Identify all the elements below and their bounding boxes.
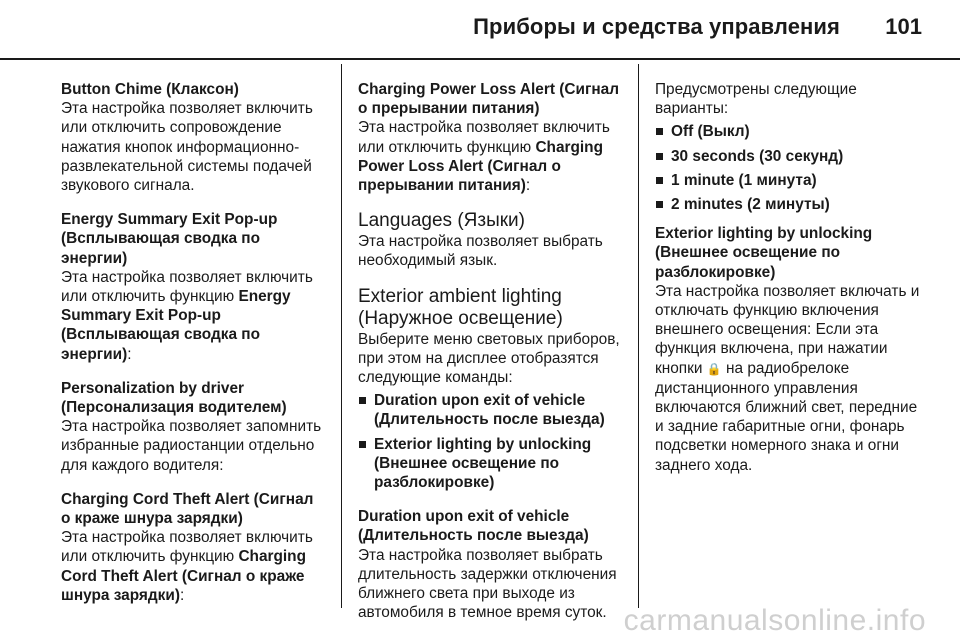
- section-energy-summary: [61, 210, 327, 364]
- section-charging-power-loss: [358, 80, 624, 195]
- body-text: Эта настройка позволяет включать и отключать функцию включения внешнего освещения: Если эта функция включена, при нажатии кнопки: [655, 282, 920, 377]
- section-body: [358, 118, 624, 195]
- list-item: Duration upon exit of vehicle (Длительность после выезда): [358, 391, 624, 429]
- list-item: 30 seconds (30 секунд): [655, 147, 921, 166]
- section-heading-large: Languages (Языки): [358, 210, 525, 232]
- section-personalization: [61, 379, 327, 475]
- section-body: [655, 282, 921, 475]
- section-body: [61, 268, 327, 364]
- body-text: на радиобрелоке дистанционного управления включаются ближний свет, передние и задние габаритные огни, фонарь подсветки номерного знака и огни заднего хода.: [655, 359, 918, 474]
- section-title: Personalization by driver (Персонализация водителем): [61, 379, 287, 417]
- column-divider-2: [638, 64, 639, 608]
- section-body: Эта настройка позволяет включить или отключить сопровождение нажатия кнопок информационно-развлекательной системы подачей звукового сигнала.: [61, 100, 313, 195]
- column-divider-1: [341, 64, 342, 608]
- header-rule: [0, 58, 960, 60]
- section-title: Charging Power Loss Alert (Сигнал о прерывании питания): [358, 81, 619, 118]
- column-1: [61, 80, 327, 620]
- section-title: Button Chime (Клаксон): [61, 81, 239, 98]
- body-bold-text: Charging Cord Theft Alert (Сигнал о краже шнура зарядки): [61, 548, 306, 604]
- page-title: Приборы и средства управления: [473, 14, 840, 39]
- body-text: :: [525, 177, 531, 195]
- lock-icon: 🔒: [706, 361, 722, 376]
- body-text: Эта настройка позволяет включить или отключить функцию: [358, 119, 610, 156]
- options-intro: Предусмотрены следующие варианты:: [655, 81, 857, 118]
- section-title: Duration upon exit of vehicle (Длительность после выезда): [358, 508, 589, 545]
- section-body: Эта настройка позволяет выбрать необходимый язык.: [358, 233, 603, 270]
- list-item: 1 minute (1 минута): [655, 171, 921, 190]
- list-item: Off (Выкл): [655, 122, 921, 141]
- list-item: Exterior lighting by unlocking (Внешнее освещение по разблокировке): [358, 435, 624, 493]
- body-text: Эта настройка позволяет включить или отключить функцию: [61, 268, 313, 306]
- page-header: [0, 0, 960, 60]
- section-title: Exterior lighting by unlocking (Внешнее освещение по разблокировке): [655, 225, 873, 281]
- section-button-chime: [61, 80, 327, 195]
- body-text: :: [179, 586, 185, 604]
- column-2: [358, 80, 624, 637]
- body-bold-text: Energy Summary Exit Pop-up (Всплывающая сводка по энергии): [61, 288, 291, 363]
- body-bold-text: Charging Power Loss Alert (Сигнал о прерывании питания): [358, 138, 603, 195]
- section-body: Эта настройка позволяет запомнить избранные радиостанции отдельно для каждого водителя:: [61, 418, 322, 474]
- section-body: [61, 528, 327, 605]
- option-list: [358, 391, 624, 492]
- section-duration-upon-exit: [358, 507, 624, 622]
- body-text: :: [127, 345, 132, 363]
- section-title: Energy Summary Exit Pop-up (Всплывающая сводка по энергии): [61, 211, 278, 267]
- section-exterior-ambient-lighting: [358, 286, 624, 493]
- body-text: Эта настройка позволяет включить или отключить функцию: [61, 529, 313, 566]
- duration-options-list: [655, 122, 921, 214]
- section-body: Эта настройка позволяет выбрать длительность задержки отключения ближнего света при выходе из автомобиля в темное время суток.: [358, 546, 617, 622]
- section-charging-cord-theft: [61, 490, 327, 605]
- list-item: 2 minutes (2 минуты): [655, 195, 921, 214]
- section-heading-large: Exterior ambient lighting (Наружное освещение): [358, 285, 563, 329]
- section-languages: [358, 210, 624, 270]
- section-title: Charging Cord Theft Alert (Сигнал о краже шнура зарядки): [61, 490, 314, 528]
- section-body: Выберите меню световых приборов, при этом на дисплее отобразятся следующие команды:: [358, 330, 620, 387]
- watermark: carmanualsonline.info: [623, 604, 926, 637]
- section-exterior-lighting-unlocking: [655, 224, 921, 475]
- column-3: [655, 80, 921, 490]
- page-number: 101: [885, 14, 922, 39]
